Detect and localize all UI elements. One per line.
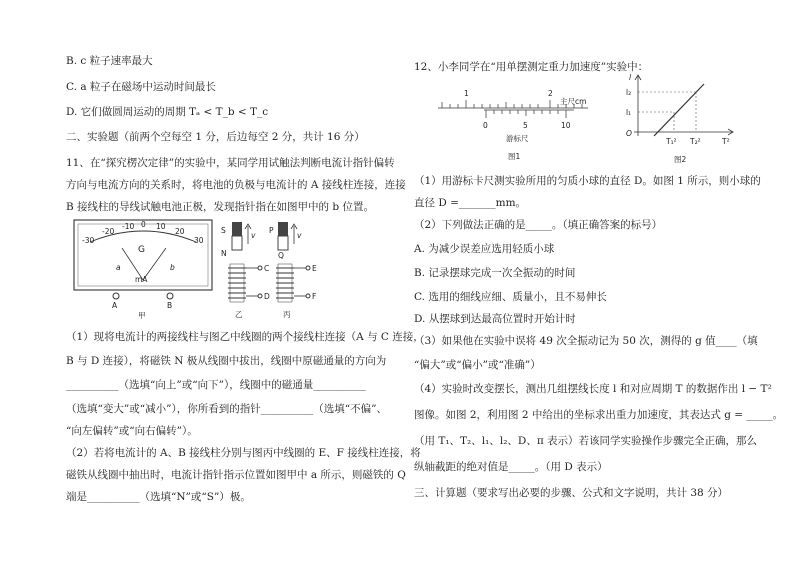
p4-line-4: 纵轴截距的绝对值是_____。（用 D 表示） xyxy=(414,461,608,473)
terminal-d xyxy=(258,294,262,298)
sub2-line-3: 端是__________（选填“N”或“S”）极。 xyxy=(66,491,251,503)
terminal-b xyxy=(167,293,173,299)
p4-line-1: （4）实验时改变摆长，测出几组摆线长度 l 和对应周期 T 的数据作出 l − T² xyxy=(414,383,772,395)
terminal-c xyxy=(258,266,262,270)
main-scale-unit: 主尺cm xyxy=(560,97,587,106)
sub1-line-4: （选填“变大”或“减小”），你所看到的指针__________（选填“不偏”、 xyxy=(66,403,387,415)
p4-line-2: 图像。如图 2，利用图 2 中给出的坐标求出重力加速度，其表达式 g = _____。 xyxy=(414,409,784,421)
section-3-heading: 三、计算题（要求写出必要的步骤、公式和文字说明，共计 38 分） xyxy=(414,487,729,499)
caption-bing: 丙 xyxy=(283,310,291,319)
figure-2-caption: 图2 xyxy=(674,155,687,164)
p1-line-1: （1）用游标卡尺测实验所用的匀质小球的直径 D。如图 1 所示，则小球的 xyxy=(414,175,761,187)
pole-s: S xyxy=(221,226,226,235)
caption-jia: 甲 xyxy=(138,311,146,320)
magnet-2-top xyxy=(278,222,288,236)
x-axis-label: T² xyxy=(722,137,730,146)
terminal-a xyxy=(113,293,119,299)
terminal-f xyxy=(306,294,310,298)
q11-line-2: 方向与电流方向的关系时，将电池的负极与电流计的 A 接线柱连接，连接 xyxy=(66,179,406,191)
vernier-label-5: 5 xyxy=(523,121,528,130)
vernier-label-10: 10 xyxy=(561,121,571,130)
t1-label: T₁² xyxy=(666,137,677,146)
option-c: C. a 粒子在磁场中运动时间最长 xyxy=(66,81,216,93)
caption-yi: 乙 xyxy=(235,310,243,319)
main-scale-label-1: 1 xyxy=(464,89,469,98)
l1-label: l₁ xyxy=(626,108,632,117)
vernier-scale-caption: 游标尺 xyxy=(506,134,529,143)
option-c-right: C. 选用的细线应细、质量小，且不易伸长 xyxy=(414,291,607,303)
vernier-label-0: 0 xyxy=(483,121,488,130)
q11-line-3: B 接线柱的导线试触电池正极，发现指针指在如图甲中的 b 位置。 xyxy=(66,201,374,213)
terminal-e-label: E xyxy=(312,264,317,273)
galvanometer-symbol: G xyxy=(138,245,145,255)
scale-label-1: -20 xyxy=(102,227,115,236)
scale-label-5: 20 xyxy=(175,227,185,236)
q12-heading: 12、小李同学在“用单摆测定重力加速度”实验中： xyxy=(414,61,649,73)
magnet-1-bottom xyxy=(232,236,242,250)
l2-label: l₂ xyxy=(626,88,632,97)
main-scale-label-2: 2 xyxy=(548,89,553,98)
scale-label-6: 30 xyxy=(194,236,204,245)
velocity-label-1: v xyxy=(251,231,256,240)
q11-line-1: 11、在“探究楞次定律”的实验中，某同学用试触法判断电流计指针偏转 xyxy=(66,157,395,169)
origin-label: O xyxy=(626,129,632,138)
option-d: D. 它们做圆周运动的周期 Tₐ < T_b < T_c xyxy=(66,106,269,118)
unit-ma: mA xyxy=(135,275,148,284)
vernier-scale xyxy=(484,110,574,118)
sub1-line-3: __________（选填“向上”或“向下”），线圈中的磁通量__________ xyxy=(66,379,366,391)
p1-line-2: 直径 D =_______mm。 xyxy=(414,197,527,209)
terminal-a-label: A xyxy=(112,301,118,310)
sub2-line-1: （2）若将电流计的 A、B 接线柱分别与图丙中线圈的 E、F 接线柱连接，将 xyxy=(66,447,421,459)
option-d-right: D. 从摆球到达最高位置时开始计时 xyxy=(414,313,576,325)
scale-label-2: -10 xyxy=(122,222,135,231)
p4-line-3: （用 T₁、T₂、l₁、l₂、D、π 表示）若该同学实验操作步骤完全正确，那么 xyxy=(414,435,758,447)
figure-1-caption: 图1 xyxy=(508,152,521,161)
sub1-line-1: （1）现将电流计的两接线柱与图乙中线圈的两个接线柱连接（A 与 C 连接， xyxy=(66,331,424,343)
p3-line-2: “偏大”或“偏小”或“准确”） xyxy=(414,359,541,371)
coil-2 xyxy=(276,264,294,302)
pointer-a-label: a xyxy=(116,263,121,272)
p3-line-1: （3）如果他在实验中误将 49 次全振动记为 50 次，测得的 g 值____（填 xyxy=(414,335,758,347)
magnet-2-bottom xyxy=(278,236,288,250)
y-axis-label: l xyxy=(629,73,632,82)
option-b-right: B. 记录摆球完成一次全振动的时间 xyxy=(414,267,576,279)
scale-label-4: 10 xyxy=(156,222,166,231)
magnet-1-top xyxy=(232,222,242,236)
terminal-b-label: B xyxy=(167,301,173,310)
scale-label-3: 0 xyxy=(141,220,146,229)
t2-label: T₂² xyxy=(690,137,701,146)
velocity-label-2: v xyxy=(297,231,302,240)
terminal-f-label: F xyxy=(312,292,317,301)
sub1-line-5: “向左偏转”或“向右偏转”）。 xyxy=(66,425,198,437)
terminal-e xyxy=(306,266,310,270)
vernier-caliper-figure xyxy=(428,86,598,164)
pole-p: P xyxy=(269,226,274,235)
pole-n: N xyxy=(221,249,227,258)
pole-q: Q xyxy=(278,251,284,260)
l-t2-graph xyxy=(614,70,744,168)
option-a: A. 为减少误差应选用轻质小球 xyxy=(414,243,555,255)
section-2-heading: 二、实验题（前两个空每空 1 分，后边每空 2 分，共计 16 分） xyxy=(66,131,365,143)
option-b: B. c 粒子速率最大 xyxy=(66,55,153,67)
p2-line: （2）下列做法正确的是_____。（填正确答案的标号） xyxy=(414,219,663,231)
q11-figure xyxy=(72,218,362,320)
sub1-line-2: B 与 D 连接），将磁铁 N 极从线圈中拔出，线圈中原磁通量的方向为 xyxy=(66,355,387,367)
coil-1 xyxy=(228,264,246,302)
scale-label-0: -30 xyxy=(82,236,95,245)
pointer-b-label: b xyxy=(170,263,175,272)
sub2-line-2: 磁铁从线圈中抽出时，电流计指针指示位置如图甲中 a 所示，则磁铁的 Q xyxy=(66,469,406,481)
terminal-c-label: C xyxy=(264,264,270,273)
terminal-d-label: D xyxy=(264,292,270,301)
